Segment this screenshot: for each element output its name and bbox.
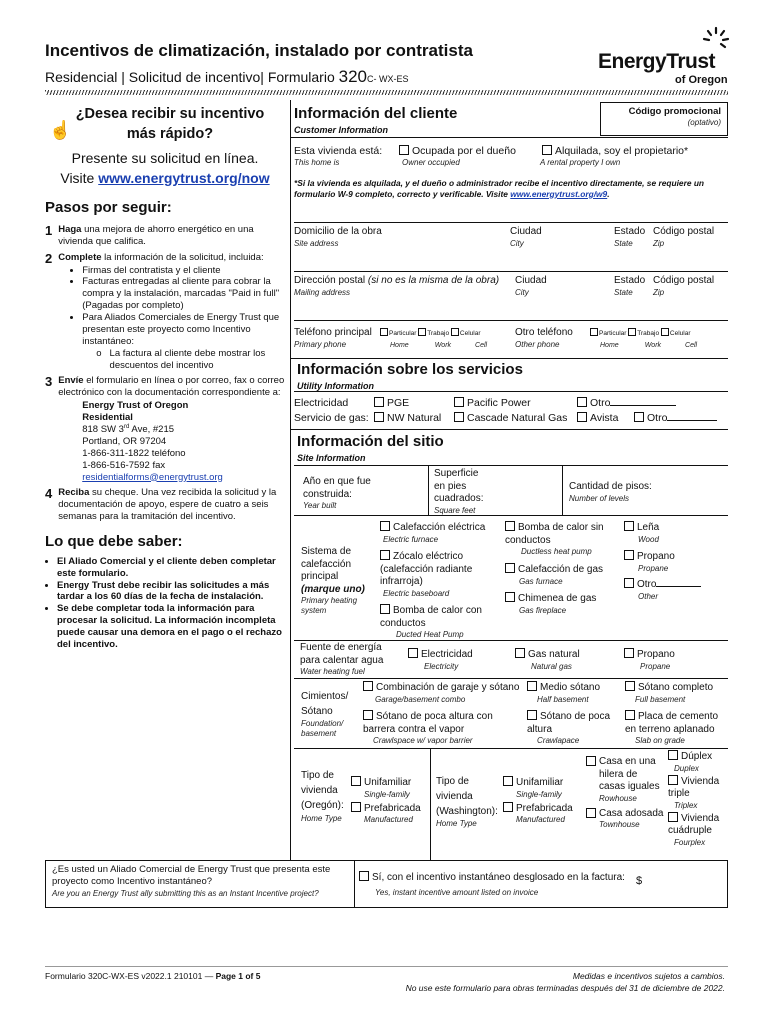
field-rule xyxy=(294,271,728,272)
list-item: • Facturas entregadas al cliente para cobrar la compra y la instalación, marcadas "Paid in full" (Pagadas por completo) xyxy=(82,276,285,312)
steps-heading: Pasos por seguir: xyxy=(45,199,172,217)
customer-section-head: Información del cliente Customer Information xyxy=(294,105,458,135)
pacific-power-checkbox[interactable]: Pacific Power xyxy=(454,396,531,411)
water-option-checkbox[interactable]: Electricidad Electricity xyxy=(408,648,473,672)
section-rule xyxy=(290,358,728,359)
site-zip-field[interactable]: Código postal Zip xyxy=(653,226,715,248)
step-number: 1 xyxy=(45,222,53,238)
step-number: 2 xyxy=(45,250,53,266)
promo-code-box[interactable] xyxy=(600,102,728,136)
cell-divider xyxy=(430,748,431,860)
phone-type-checkbox[interactable]: Trabajo xyxy=(418,330,449,337)
list-item: • Se debe completar toda la información para procesar la solicitud. La información incompleta puede causar una demora en el pago o el rechazo del incentivo. xyxy=(57,603,285,651)
manufactured-checkbox[interactable]: Prefabricada Manufactured xyxy=(351,802,421,826)
rowhouse-checkbox[interactable]: Casa en una hilera de casas iguales Rowhouse xyxy=(586,756,666,804)
logo-subtext: of Oregon xyxy=(675,74,728,86)
field-rule xyxy=(294,222,728,223)
water-option-checkbox[interactable]: Gas natural Natural gas xyxy=(515,648,580,672)
phone-type-checkbox[interactable]: Particular xyxy=(380,330,416,337)
site-section-head: Información del sitio Site Information xyxy=(297,433,444,463)
foundation-option-checkbox[interactable]: Sótano de poca altura Crawlapace xyxy=(527,711,611,745)
list-item: • Firmas del contratista y el cliente xyxy=(82,265,285,277)
other-phone-field[interactable]: Otro teléfono Other phone xyxy=(515,327,573,349)
cascade-checkbox[interactable]: Cascade Natural Gas xyxy=(454,411,567,426)
heat-option-checkbox[interactable]: Zócalo eléctrico (calefacción radiante infrarroja) Electric baseboard xyxy=(380,551,473,598)
mail-city-field[interactable]: Ciudad City xyxy=(515,275,547,297)
single-family-checkbox[interactable]: Unifamiliar Single-family xyxy=(351,776,421,800)
manufactured-checkbox[interactable]: Prefabricada Manufactured xyxy=(503,802,573,826)
foundation-label: Cimientos/ Sótano Foundation/ basement xyxy=(301,691,349,738)
heat-option-checkbox[interactable]: Propano Propane xyxy=(624,550,675,574)
mailing-address-field[interactable]: Dirección postal (si no es la misma de la obra) Mailing address xyxy=(294,275,500,297)
heat-option-checkbox[interactable]: Chimenea de gas Gas fireplace xyxy=(505,592,615,616)
nw-natural-checkbox[interactable]: NW Natural xyxy=(374,411,441,426)
visit-line xyxy=(45,170,285,188)
utility-section-head: Información sobre los servicios Utility Information xyxy=(297,361,523,391)
primary-phone-field[interactable]: Teléfono principal Primary phone xyxy=(294,327,372,349)
foundation-option-checkbox[interactable]: Placa de cemento en terreno aplanado Slab on grade xyxy=(625,711,719,745)
online-url-link[interactable]: www.energytrust.org/now xyxy=(98,169,270,186)
site-address-field[interactable]: Domicilio de la obra Site address xyxy=(294,226,382,248)
heat-option-checkbox[interactable]: Bomba de calor con conductos Ducted Heat Pump xyxy=(380,605,482,639)
heating-label: Sistema de calefacción principal (marque uno) Primary heating system xyxy=(301,546,365,615)
know-list xyxy=(45,556,285,651)
energy-trust-logo xyxy=(598,25,733,87)
visit-label: Visite xyxy=(60,169,99,186)
w9-note: *Si la vivienda es alquilada, y el dueño o administrador recibe el incentivo directamente, se requiere un formulario W-9 completo, correcto y verificable. Visite www.energytrust.org/w9. xyxy=(294,178,705,199)
step-text: Complete la información de la solicitud, incluida: • Firmas del contratista y el cliente • Facturas entregadas al cliente para cobrar la compra y la instalación, marcadas "Paid in full" (Pagadas por completo) • Para Aliados Comerciales de Energy Trust que presentan este proyecto como Incentivo instantáneo: o La factura al cliente debe mostrar los descuentos del incentivo xyxy=(58,252,285,372)
home-type-washington-options xyxy=(503,776,573,825)
step-number: 3 xyxy=(45,374,53,390)
field-rule xyxy=(294,320,728,321)
sqft-field[interactable]: Superficie en pies cuadrados: Square feet xyxy=(434,468,484,515)
promo-label: Código promocional xyxy=(628,106,721,117)
phone-type-checkbox[interactable]: Trabajo xyxy=(628,330,659,337)
footer-rule xyxy=(45,966,728,967)
section-rule xyxy=(294,748,728,749)
footer-form-id: Formulario 320C-WX-ES v2022.1 210101 — Page 1 of 5 xyxy=(45,971,261,981)
list-item: • Energy Trust debe recibir las solicitudes a más tardar a los 60 días de la fecha de instalación. xyxy=(57,580,285,604)
phone-type-checkbox[interactable]: Particular xyxy=(590,330,626,337)
single-family-checkbox[interactable]: Unifamiliar Single-family xyxy=(503,776,573,800)
avista-checkbox[interactable]: Avista xyxy=(577,411,618,426)
home-type-washington-multi xyxy=(668,750,730,848)
instant-incentive-checkbox[interactable]: Sí, con el incentivo instantáneo desglosado en la factura: Yes, instant incentive amount listed on invoice xyxy=(359,871,625,898)
step-1 xyxy=(45,224,285,248)
instant-incentive-box xyxy=(45,860,728,908)
cell-divider xyxy=(428,465,429,515)
present-online: Presente su solicitud en línea. xyxy=(71,150,259,167)
mailing-address-block: Energy Trust of Oregon Residential 818 SW 3rd Ave, #215 Portland, OR 97204 1-866-311-1822 teléfono 1-866-516-7592 fax residentialforms@energytrust.org xyxy=(82,400,223,483)
column-divider xyxy=(290,100,291,860)
section-rule xyxy=(290,137,728,138)
step-2 xyxy=(45,252,285,372)
mail-zip-field[interactable]: Código postal Zip xyxy=(653,275,715,297)
step-text: Reciba su cheque. Una vez recibida la solicitud y la documentación de apoyo, espere de cuatro a seis semanas para la tramitación del incentivo. xyxy=(58,487,277,523)
promo-sub: (optativo) xyxy=(687,117,721,127)
section-rule xyxy=(294,391,728,392)
triplex-checkbox[interactable]: Vivienda triple Triplex xyxy=(668,775,720,810)
duplex-checkbox[interactable]: Dúplex Duplex xyxy=(668,750,730,774)
footer-notes: Medidas e incentivos sujetos a cambios. No use este formulario para obras terminadas después del 31 de diciembre de 2022. xyxy=(405,971,725,993)
foundation-option-checkbox[interactable]: Medio sótano Half basement xyxy=(527,681,600,705)
site-city-field[interactable]: Ciudad City xyxy=(510,226,542,248)
faster-heading: ¿Desea recibir su incentivo más rápido? xyxy=(75,106,265,142)
rental-checkbox[interactable]: Alquilada, soy el propietario* A rental property I own xyxy=(540,145,689,168)
cell-divider xyxy=(354,861,355,907)
heat-option-checkbox[interactable]: Otro Other xyxy=(624,578,701,602)
home-type-washington-label: Tipo de vivienda (Washington): Home Type xyxy=(436,776,498,828)
heat-option-checkbox[interactable]: Bomba de calor sin conductos Ductless heat pump xyxy=(505,522,604,556)
heat-option-checkbox[interactable]: Leña Wood xyxy=(624,521,659,545)
phone-type-checkbox[interactable]: Celular xyxy=(451,330,481,337)
pge-checkbox[interactable]: PGE xyxy=(374,396,409,411)
heat-option-checkbox[interactable]: Calefacción de gas Gas furnace xyxy=(505,563,615,587)
home-type-oregon-label: Tipo de vivienda (Oregón): Home Type xyxy=(301,770,344,823)
subtitle-main: Residencial | Solicitud de incentivo| Formulario xyxy=(45,69,339,85)
header-divider xyxy=(45,90,728,95)
sub-list-item: o La factura al cliente debe mostrar los descuentos del incentivo xyxy=(96,347,266,371)
other-phone-types: Particular Trabajo Celular Home Work Cell xyxy=(590,328,697,351)
left-column xyxy=(45,105,285,651)
w9-link[interactable]: www.energytrust.org/w9 xyxy=(510,188,608,199)
foundation-option-checkbox[interactable]: Sótano de poca altura con barrera contra el vapor Crawlspace w/ vapor barrier xyxy=(363,711,493,745)
other-gas-checkbox[interactable]: Otro xyxy=(634,411,717,426)
know-heading: Lo que debe saber: xyxy=(45,533,183,551)
water-heating-label: Fuente de energía para calentar agua Water heating fuel xyxy=(300,642,384,676)
other-electric-checkbox[interactable]: Otro xyxy=(577,396,676,411)
water-option-checkbox[interactable]: Propano Propane xyxy=(624,648,675,672)
incentive-amount-field[interactable]: $ xyxy=(636,875,643,887)
floors-field[interactable]: Cantidad de pisos: Number of levels xyxy=(569,481,652,503)
list-item: • El Aliado Comercial y el cliente deben completar este formulario. xyxy=(57,556,285,580)
heat-option-checkbox[interactable]: Calefacción eléctrica Electric furnace xyxy=(380,521,505,545)
phone-type-checkbox[interactable]: Celular xyxy=(661,330,691,337)
ally-question: ¿Es usted un Aliado Comercial de Energy Trust que presenta este proyecto como Incentivo instantáneo? Are you an Energy Trust ally submitting this as an Instant Incentive project? xyxy=(52,864,331,898)
townhouse-checkbox[interactable]: Casa adosada Townhouse xyxy=(586,808,666,831)
form-subtitle xyxy=(45,66,409,87)
step-text: Haga una mejora de ahorro energético en una vivienda que califica. xyxy=(58,223,254,247)
step-text: Envíe el formulario en línea o por correo, fax o correo electrónico con la documentación correspondiente a: Energy Trust of Oregon Residential 818 SW 3rd Ave, #215 Portland, OR 97204 1-866-311-1822 teléfono 1-866-516-7592 fax residentialforms@energytrust.org xyxy=(58,375,285,483)
primary-phone-types: Particular Trabajo Celular Home Work Cell xyxy=(380,328,487,351)
home-type-washington-extra xyxy=(586,756,666,830)
hand-pointer-icon: ☝ xyxy=(49,120,72,140)
section-rule xyxy=(294,515,728,516)
subtitle-code: C- WX-ES xyxy=(367,74,409,84)
step-number: 4 xyxy=(45,486,53,502)
list-item: • Para Aliados Comerciales de Energy Trust que presentan este proyecto como Incentivo instantáneo: xyxy=(82,312,285,348)
step-4 xyxy=(45,487,285,523)
site-state-field[interactable]: Estado State xyxy=(614,226,646,248)
step-3 xyxy=(45,375,285,483)
year-built-field[interactable]: Año en que fue construida: Year built xyxy=(303,476,371,510)
section-rule xyxy=(294,678,728,679)
mail-state-field[interactable]: Estado State xyxy=(614,275,646,297)
section-rule xyxy=(294,640,728,641)
form-title: Incentivos de climatización, instalado por contratista xyxy=(45,41,473,60)
logo-text: EnergyTrust xyxy=(598,50,716,73)
home-type-oregon-options xyxy=(351,776,421,825)
subtitle-number: 320 xyxy=(338,67,368,86)
section-rule xyxy=(290,429,728,430)
cell-divider xyxy=(562,465,563,515)
owner-occupied-checkbox[interactable]: Ocupada por el dueño Owner occupied xyxy=(399,145,516,168)
foundation-option-checkbox[interactable]: Sótano completo Full basement xyxy=(625,681,713,705)
email-link[interactable]: residentialforms@energytrust.org xyxy=(82,471,223,483)
fourplex-checkbox[interactable]: Vivienda cuádruple Fourplex xyxy=(668,812,720,847)
foundation-option-checkbox[interactable]: Combinación de garaje y sótano Garage/basement combo xyxy=(363,681,519,705)
section-rule xyxy=(294,465,728,466)
